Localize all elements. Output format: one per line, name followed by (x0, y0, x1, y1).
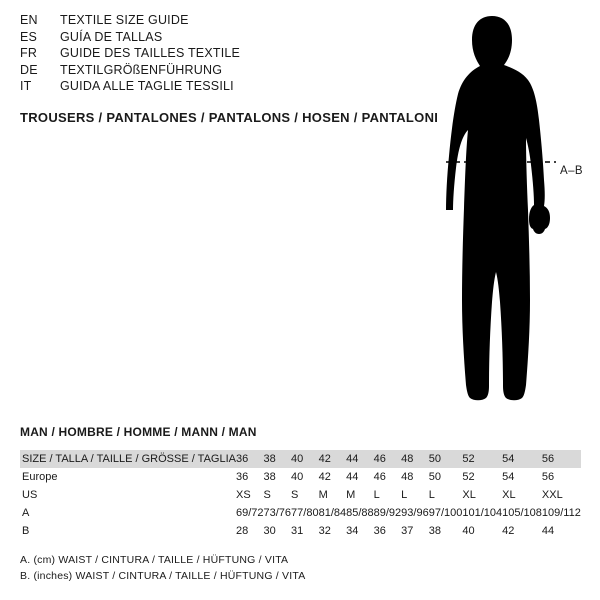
table-cell: 73/76 (263, 507, 292, 519)
table-row (20, 468, 581, 486)
table-header-cell: 40 (291, 450, 319, 468)
table-cell: 50 (428, 471, 441, 483)
product-title: TROUSERS / PANTALONES / PANTALONS / HOSEN / PANTALONI (20, 110, 439, 125)
table-cell: 42 (502, 525, 515, 537)
measure-label: A–B (560, 165, 583, 177)
table-cell: 52 (462, 471, 475, 483)
table-cell: 54 (502, 471, 515, 483)
language-code: FR (20, 46, 38, 60)
table-cell: 38 (263, 471, 276, 483)
table-cell: 36 (235, 471, 249, 483)
table-cell: M (318, 489, 328, 501)
table-cell: 40 (462, 525, 475, 537)
table-cell: 44 (346, 471, 359, 483)
language-text: TEXTILGRÖßENFÜHRUNG (60, 62, 223, 77)
table-header-cell: 38 (264, 450, 292, 468)
size-table (20, 450, 581, 540)
table-cell: 77/80 (291, 507, 319, 519)
table-cell: 56 (541, 471, 555, 483)
language-row (20, 64, 360, 77)
table-row (20, 504, 581, 522)
table-row (20, 522, 581, 540)
table-row (20, 486, 581, 504)
row-label: B (22, 525, 30, 537)
table-header-cell: 42 (319, 450, 347, 468)
table-header-row (20, 450, 581, 468)
table-cell: L (401, 489, 408, 501)
table-header-cell: 44 (346, 450, 374, 468)
table-cell: 48 (401, 471, 414, 483)
language-row (20, 47, 360, 60)
footnotes (20, 553, 305, 585)
language-code: IT (20, 79, 32, 93)
table-header-cell: 46 (374, 450, 402, 468)
language-code: DE (20, 62, 38, 77)
table-cell: S (263, 489, 271, 501)
table-cell: 37 (401, 525, 414, 537)
table-cell: 101/104 (462, 507, 503, 519)
table-cell: XS (235, 489, 251, 501)
table-cell: 34 (346, 525, 359, 537)
row-label: US (22, 489, 38, 501)
table-cell: 46 (373, 471, 386, 483)
language-text: GUIDA ALLE TAGLIE TESSILI (60, 79, 234, 93)
language-code: EN (20, 13, 38, 27)
table-cell: 89/92 (373, 507, 402, 519)
table-cell: 31 (291, 525, 304, 537)
language-list (20, 14, 360, 97)
table-cell: 97/100 (428, 507, 463, 519)
body-figure (400, 10, 600, 410)
row-label: Europe (22, 471, 58, 483)
male-silhouette-icon (400, 10, 600, 410)
table-cell: 81/84 (318, 507, 347, 519)
table-cell: S (291, 489, 299, 501)
table-cell: 30 (263, 525, 276, 537)
table-cell: 32 (318, 525, 331, 537)
table-cell: M (346, 489, 356, 501)
table-header-cell: 52 (462, 450, 502, 468)
table-cell: XXL (541, 489, 563, 501)
row-label: A (22, 507, 30, 519)
table-cell: XL (462, 489, 476, 501)
table-cell: 36 (373, 525, 386, 537)
language-row (20, 14, 360, 27)
footnote-a: A. (cm) WAIST / CINTURA / TAILLE / HÜFTUNG / VITA (20, 554, 289, 566)
table-header-cell: 56 (542, 450, 581, 468)
table-cell: 109/112 (541, 507, 581, 519)
footnote-b: B. (inches) WAIST / CINTURA / TAILLE / HÜFTUNG / VITA (20, 569, 306, 582)
language-code: ES (20, 29, 38, 44)
table-cell: XL (502, 489, 516, 501)
language-text: TEXTILE SIZE GUIDE (60, 13, 189, 27)
table-cell: 38 (428, 525, 441, 537)
table-header-cell: SIZE / TALLA / TAILLE / GRÖSSE / TAGLIA (20, 450, 236, 468)
table-header-cell: 36 (236, 450, 264, 468)
table-cell: 69/72 (235, 507, 264, 519)
table-cell: 28 (235, 525, 249, 537)
table-cell: 85/88 (346, 507, 374, 519)
table-header-cell: 48 (401, 450, 429, 468)
table-header-cell: 54 (502, 450, 542, 468)
language-text: GUÍA DE TALLAS (60, 29, 163, 44)
language-row (20, 31, 360, 44)
language-text: GUIDE DES TAILLES TEXTILE (60, 46, 241, 60)
table-cell: 93/96 (401, 507, 429, 519)
table-header-cell: 50 (429, 450, 463, 468)
table-cell: 105/108 (502, 507, 542, 519)
table-cell: 44 (541, 525, 555, 537)
table-group-label: MAN / HOMBRE / HOMME / MANN / MAN (20, 425, 257, 439)
table-cell: 42 (318, 471, 331, 483)
table-cell: L (373, 489, 380, 501)
table-cell: L (428, 489, 435, 501)
table-cell: 40 (291, 471, 304, 483)
language-row (20, 80, 360, 93)
